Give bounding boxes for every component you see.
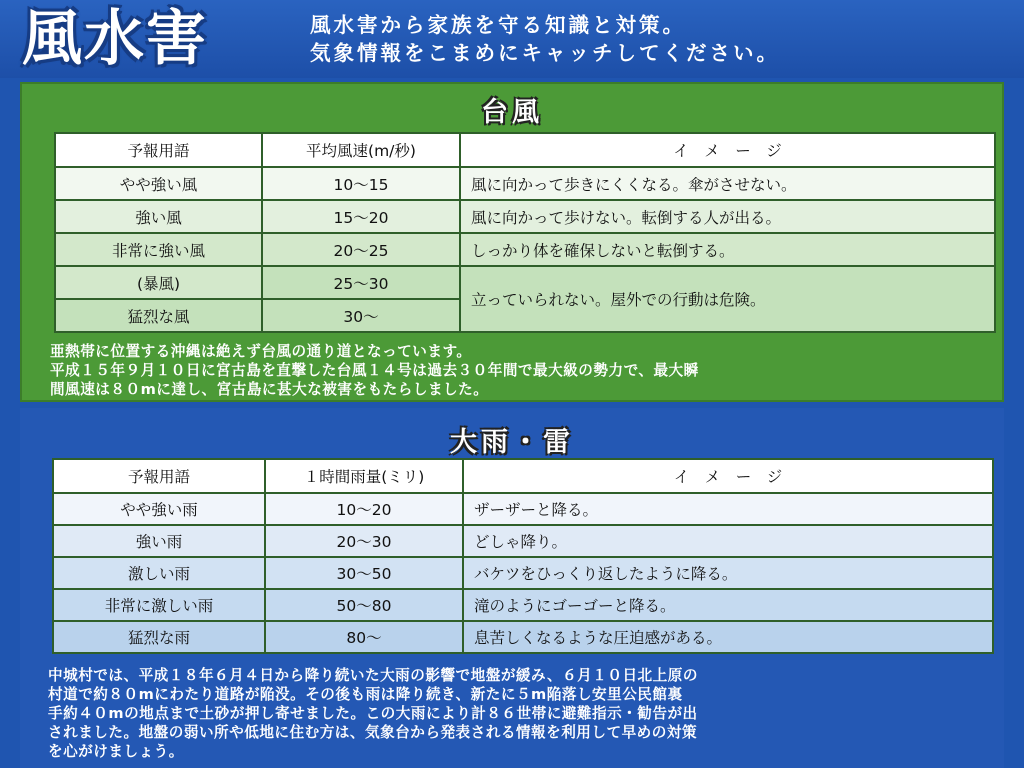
- typhoon-note-line: 平成１５年９月１０日に宮古島を直撃した台風１４号は過去３０年間で最大級の勢力で、最大瞬: [50, 362, 699, 379]
- typhoon-title: 台風: [481, 97, 543, 128]
- typhoon-value: 30〜: [262, 299, 460, 332]
- typhoon-term: 非常に強い風: [55, 233, 262, 266]
- typhoon-value: 15〜20: [262, 200, 460, 233]
- rain-note-line: 手約４０mの地点まで土砂が押し寄せました。この大雨により計８６世帯に避難指示・勧告が出: [48, 705, 698, 722]
- rain-term: 非常に激しい雨: [53, 589, 265, 621]
- table-row: [55, 167, 995, 200]
- table-row: [53, 525, 993, 557]
- typhoon-image: 風に向かって歩きにくくなる。傘がさせない。: [460, 167, 995, 200]
- rain-header-image: イ メ ー ジ: [463, 459, 993, 493]
- rain-value: 30〜50: [265, 557, 463, 589]
- typhoon-term: 猛烈な風: [55, 299, 262, 332]
- subtitle-line-2: 気象情報をこまめにキャッチしてください。: [310, 41, 780, 65]
- rain-header-value: １時間雨量(ミリ): [265, 459, 463, 493]
- rain-table: [52, 458, 994, 654]
- rain-image: 息苦しくなるような圧迫感がある。: [463, 621, 993, 653]
- rain-value: 50〜80: [265, 589, 463, 621]
- rain-note-line: を心がけましょう。: [48, 743, 184, 760]
- rain-note-line: されました。地盤の弱い所や低地に住む方は、気象台から発表される情報を利用して早めの対策: [48, 724, 698, 741]
- typhoon-note-line: 亜熱帯に位置する沖縄は絶えず台風の通り道となっています。: [50, 343, 472, 360]
- typhoon-header-term: 予報用語: [55, 133, 262, 167]
- typhoon-header-image: イ メ ー ジ: [460, 133, 995, 167]
- rain-term: やや強い雨: [53, 493, 265, 525]
- rain-term: 猛烈な雨: [53, 621, 265, 653]
- typhoon-note: [50, 342, 699, 399]
- rain-value: 20〜30: [265, 525, 463, 557]
- rain-image: バケツをひっくり返したように降る。: [463, 557, 993, 589]
- table-row: [55, 200, 995, 233]
- header-banner: [0, 0, 1024, 78]
- table-row: [53, 557, 993, 589]
- rain-note-line: 中城村では、平成１８年６月４日から降り続いた大雨の影響で地盤が緩み、６月１０日北上原の: [48, 667, 698, 684]
- typhoon-panel: [20, 82, 1004, 402]
- typhoon-term: やや強い風: [55, 167, 262, 200]
- rain-header-term: 予報用語: [53, 459, 265, 493]
- table-row: [55, 233, 995, 266]
- rain-note: [48, 666, 698, 761]
- typhoon-term: 強い風: [55, 200, 262, 233]
- typhoon-value: 20〜25: [262, 233, 460, 266]
- typhoon-header-value: 平均風速(m/秒): [262, 133, 460, 167]
- subtitle-line-1: 風水害から家族を守る知識と対策。: [310, 13, 686, 37]
- table-row: [53, 589, 993, 621]
- table-row: [55, 266, 995, 299]
- typhoon-value: 10〜15: [262, 167, 460, 200]
- typhoon-table: [54, 132, 996, 333]
- rain-term: 激しい雨: [53, 557, 265, 589]
- rain-image: どしゃ降り。: [463, 525, 993, 557]
- typhoon-note-line: 間風速は８０mに達し、宮古島に甚大な被害をもたらしました。: [50, 381, 489, 398]
- page-title: 風水害: [22, 4, 208, 74]
- rain-term: 強い雨: [53, 525, 265, 557]
- rain-title: 大雨・雷: [450, 427, 574, 458]
- typhoon-image: 立っていられない。屋外での行動は危険。: [460, 266, 995, 332]
- typhoon-image: 風に向かって歩けない。転倒する人が出る。: [460, 200, 995, 233]
- rain-panel: [20, 408, 1004, 768]
- table-row: [53, 621, 993, 653]
- rain-note-line: 村道で約８０mにわたり道路が陥没。その後も雨は降り続き、新たに５m陥落し安里公民館裏: [48, 686, 683, 703]
- typhoon-value: 25〜30: [262, 266, 460, 299]
- typhoon-term-sub: (暴風): [55, 266, 262, 299]
- rain-image: ザーザーと降る。: [463, 493, 993, 525]
- table-row: [53, 493, 993, 525]
- rain-image: 滝のようにゴーゴーと降る。: [463, 589, 993, 621]
- rain-value: 80〜: [265, 621, 463, 653]
- rain-value: 10〜20: [265, 493, 463, 525]
- typhoon-image: しっかり体を確保しないと転倒する。: [460, 233, 995, 266]
